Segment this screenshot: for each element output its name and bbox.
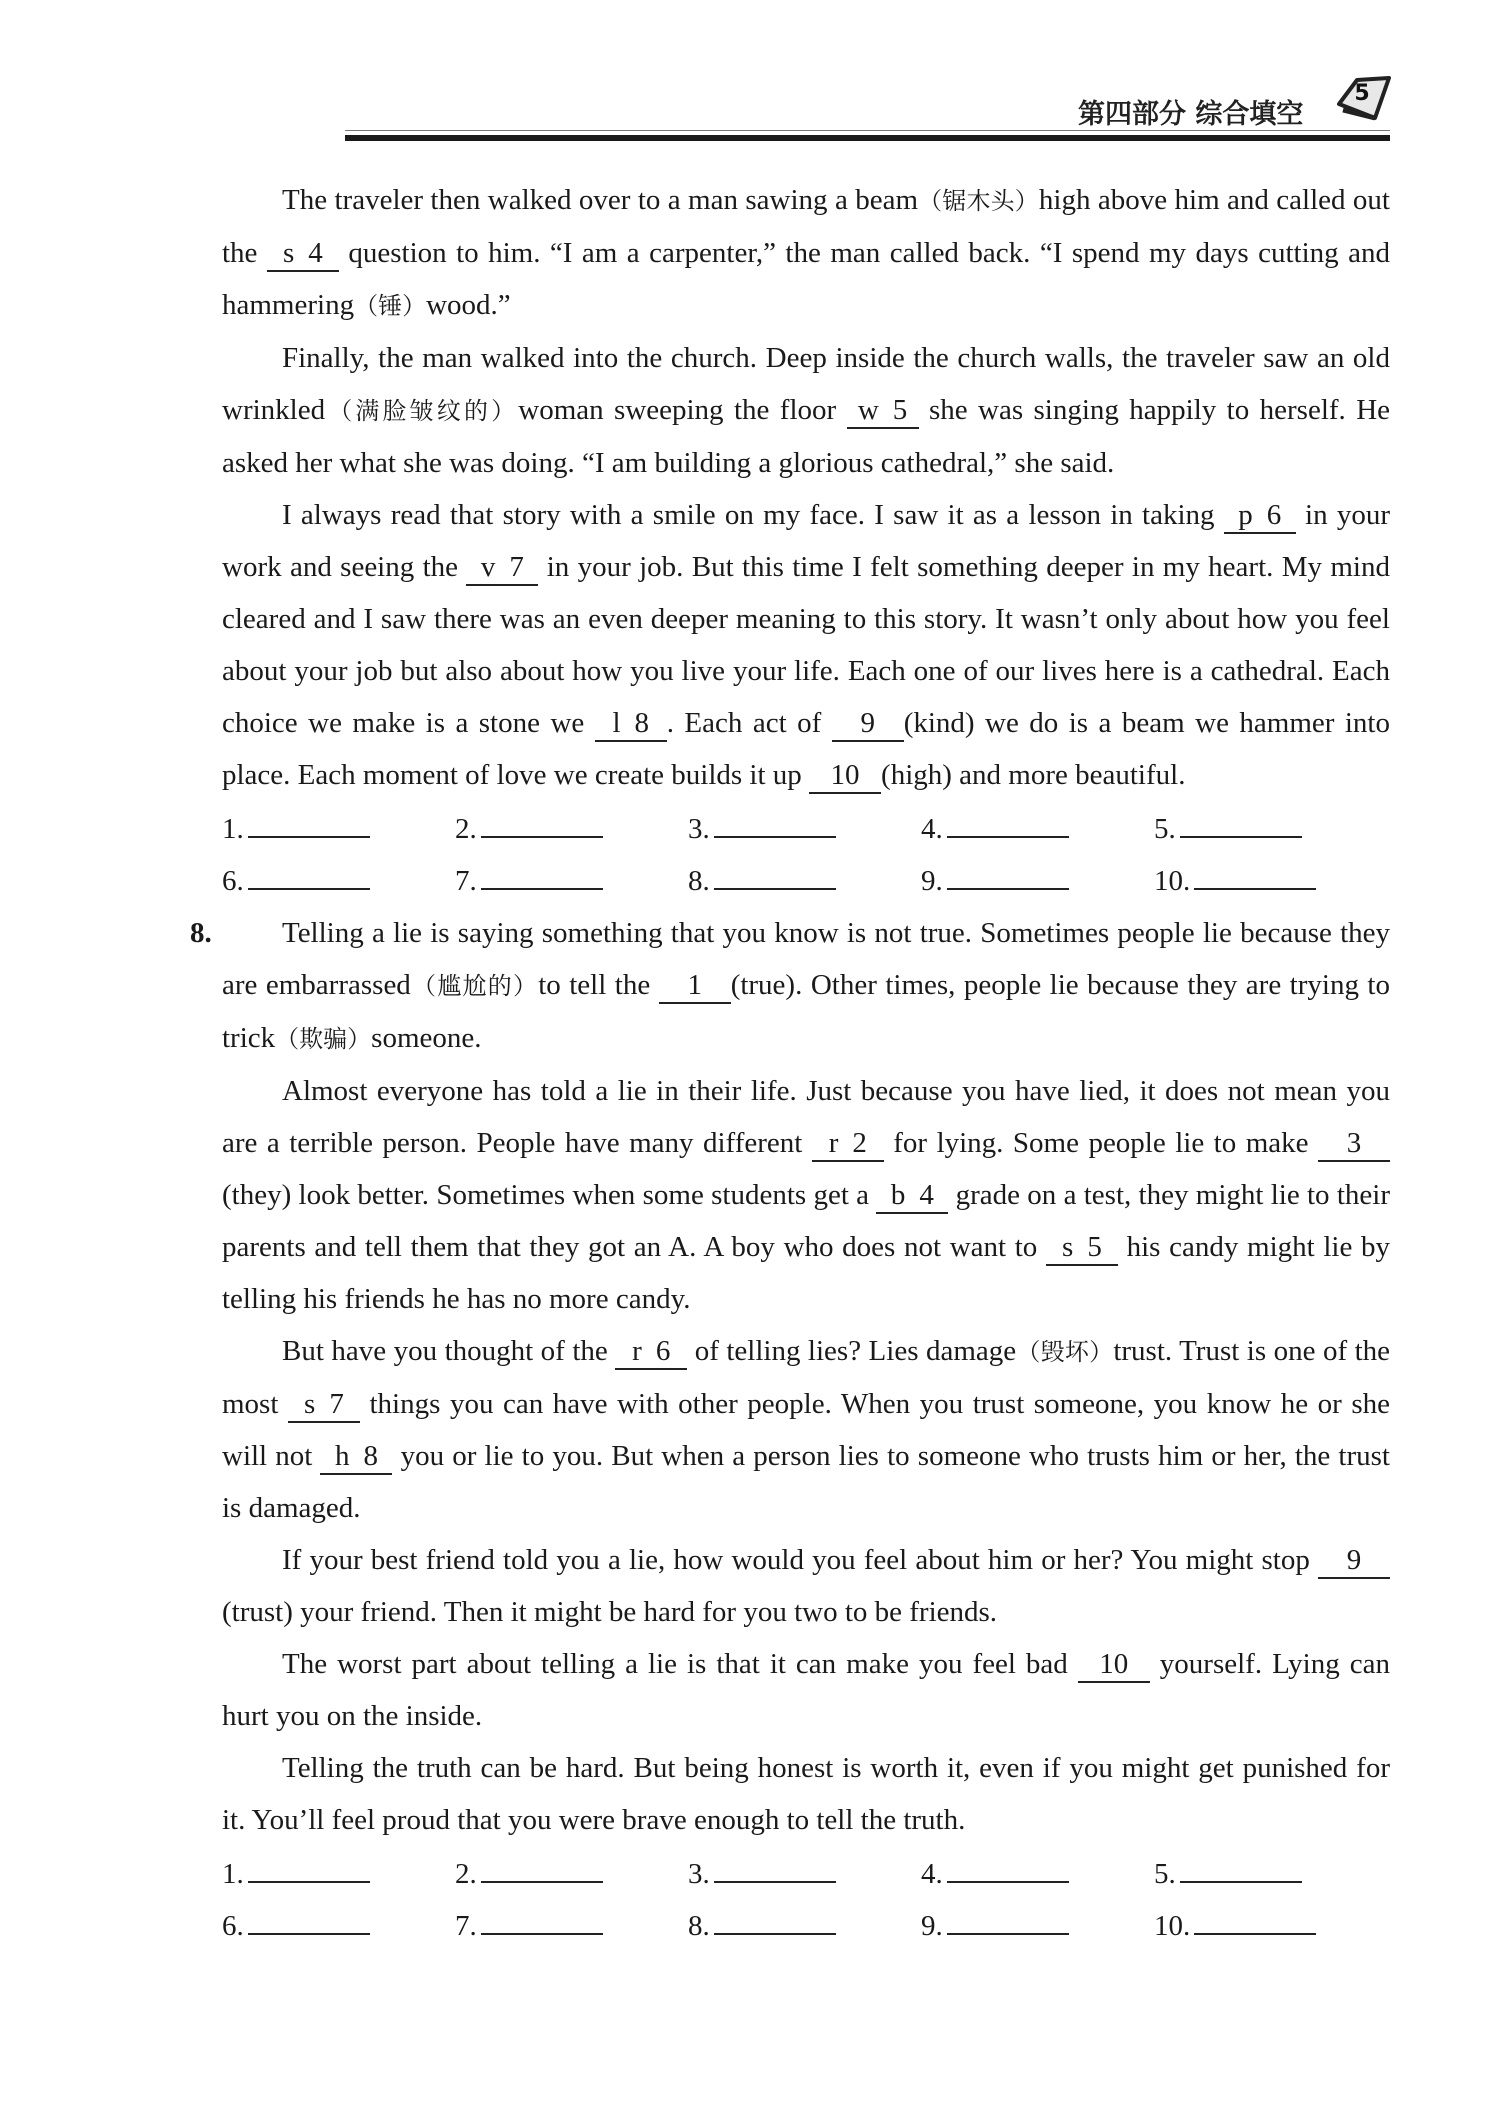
answer-slot[interactable]: 2. [455,1848,688,1900]
answer-slot[interactable]: 7. [455,1900,688,1952]
passage8-paragraph-6: Telling the truth can be hard. But being honest is worth it, even if you might get punished for it. You’ll feel proud that you were brave enough to tell the truth. [222,1752,1390,1836]
passage7-paragraph-2: Finally, the man walked into the church. Deep inside the church walls, the traveler saw an old wrinkled（满脸皱纹的）woman sweeping the floor w 5 she was singing happily to herself. He asked her what she was doing. “I am building a glorious cathedral,” she said. [222,342,1391,479]
answer-slot[interactable]: 9. [921,855,1154,907]
blank-9[interactable]: 9 [832,706,904,742]
blank-5[interactable]: w 5 [847,393,919,429]
question-8 [190,907,1391,1952]
blank-10[interactable]: 10 [1078,1647,1150,1683]
blank-6[interactable]: p 6 [1224,498,1296,534]
page-header [0,0,1492,150]
answer-slot[interactable]: 7. [455,855,688,907]
passage8-paragraph-5: The worst part about telling a lie is that it can make you feel bad 10 yourself. Lying can hurt you on the inside. [222,1648,1390,1732]
answer-slot[interactable]: 4. [921,803,1154,855]
answer-slot[interactable]: 5. [1154,1848,1387,1900]
blank-4[interactable]: s 4 [267,236,339,272]
blank-8[interactable]: h 8 [320,1439,392,1475]
answer-slot[interactable]: 6. [222,855,455,907]
answer-slot[interactable]: 1. [222,803,455,855]
header-rule [345,135,1390,141]
answer-slot[interactable]: 4. [921,1848,1154,1900]
blank-7[interactable]: s 7 [288,1387,360,1423]
blank-4[interactable]: b 4 [876,1178,948,1214]
blank-6[interactable]: r 6 [615,1334,687,1370]
answer-slot[interactable]: 3. [688,1848,921,1900]
answer-slot[interactable]: 8. [688,1900,921,1952]
passage8-paragraph-1: Telling a lie is saying something that you know is not true. Sometimes people lie because they are embarrassed（尴尬的）to tell the 1 (true). Other times, people lie because they are trying to trick（欺骗）someone. [222,917,1390,1054]
blank-2[interactable]: r 2 [812,1126,884,1162]
answer-slot[interactable]: 10. [1154,855,1387,907]
passage7-answer-grid [222,803,1390,907]
page-number: 5 [1354,81,1370,106]
passage8-answer-grid [222,1848,1390,1952]
blank-7[interactable]: v 7 [466,550,538,586]
section-title: 第四部分 综合填空 [1078,99,1304,130]
blank-9[interactable]: 9 [1318,1543,1390,1579]
answer-slot[interactable]: 10. [1154,1900,1387,1952]
answer-slot[interactable]: 5. [1154,803,1387,855]
passage8-paragraph-3: But have you thought of the r 6 of telling lies? Lies damage（毁坏）trust. Trust is one of the most s 7 things you can have with other people. When you trust someone, you know he or she will not h 8 you or lie to you. But when a person lies to someone who trusts him or her, the trust is damaged. [222,1335,1391,1524]
question-number: 8. [190,917,212,949]
header-thin-rule [345,130,1390,131]
answer-slot[interactable]: 2. [455,803,688,855]
page-content [190,174,1391,1952]
blank-1[interactable]: 1 [659,968,731,1004]
answer-slot[interactable]: 9. [921,1900,1154,1952]
blank-8[interactable]: l 8 [595,706,667,742]
answer-slot[interactable]: 1. [222,1848,455,1900]
answer-slot[interactable]: 8. [688,855,921,907]
passage8-paragraph-2: Almost everyone has told a lie in their life. Just because you have lied, it does not mean you are a terrible person. People have many different r 2 for lying. Some people lie to make 3(they) look better. Sometimes when some students get a b 4 grade on a test, they might lie to their parents and tell them that they got an A. A boy who does not want to s 5 his candy might lie by telling his friends he has no more candy. [222,1075,1390,1315]
passage7-paragraph-3: I always read that story with a smile on my face. I saw it as a lesson in taking p 6 in your work and seeing the v 7 in your job. But this time I felt something deeper in my heart. My mind cleared and I saw there was an even deeper meaning to this story. It wasn’t only about how you feel about your job but also about how you live your life. Each one of our lives here is a cathedral. Each choice we make is a stone we l 8 . Each act of 9 (kind) we do is a beam we hammer into place. Each moment of love we create builds it up 10 (high) and more beautiful. [222,489,1390,801]
passage7-paragraph-1: The traveler then walked over to a man sawing a beam（锯木头）high above him and called out the s 4 question to him. “I am a carpenter,” the man called back. “I spend my days cutting and hammering（锤）wood.” [222,184,1390,321]
blank-3[interactable]: 3 [1318,1126,1390,1162]
blank-10[interactable]: 10 [809,758,881,794]
answer-slot[interactable]: 6. [222,1900,455,1952]
answer-slot[interactable]: 3. [688,803,921,855]
passage8-paragraph-4: If your best friend told you a lie, how would you feel about him or her? You might stop 9(trust) your friend. Then it might be hard for you two to be friends. [222,1534,1390,1638]
blank-5[interactable]: s 5 [1046,1230,1118,1266]
